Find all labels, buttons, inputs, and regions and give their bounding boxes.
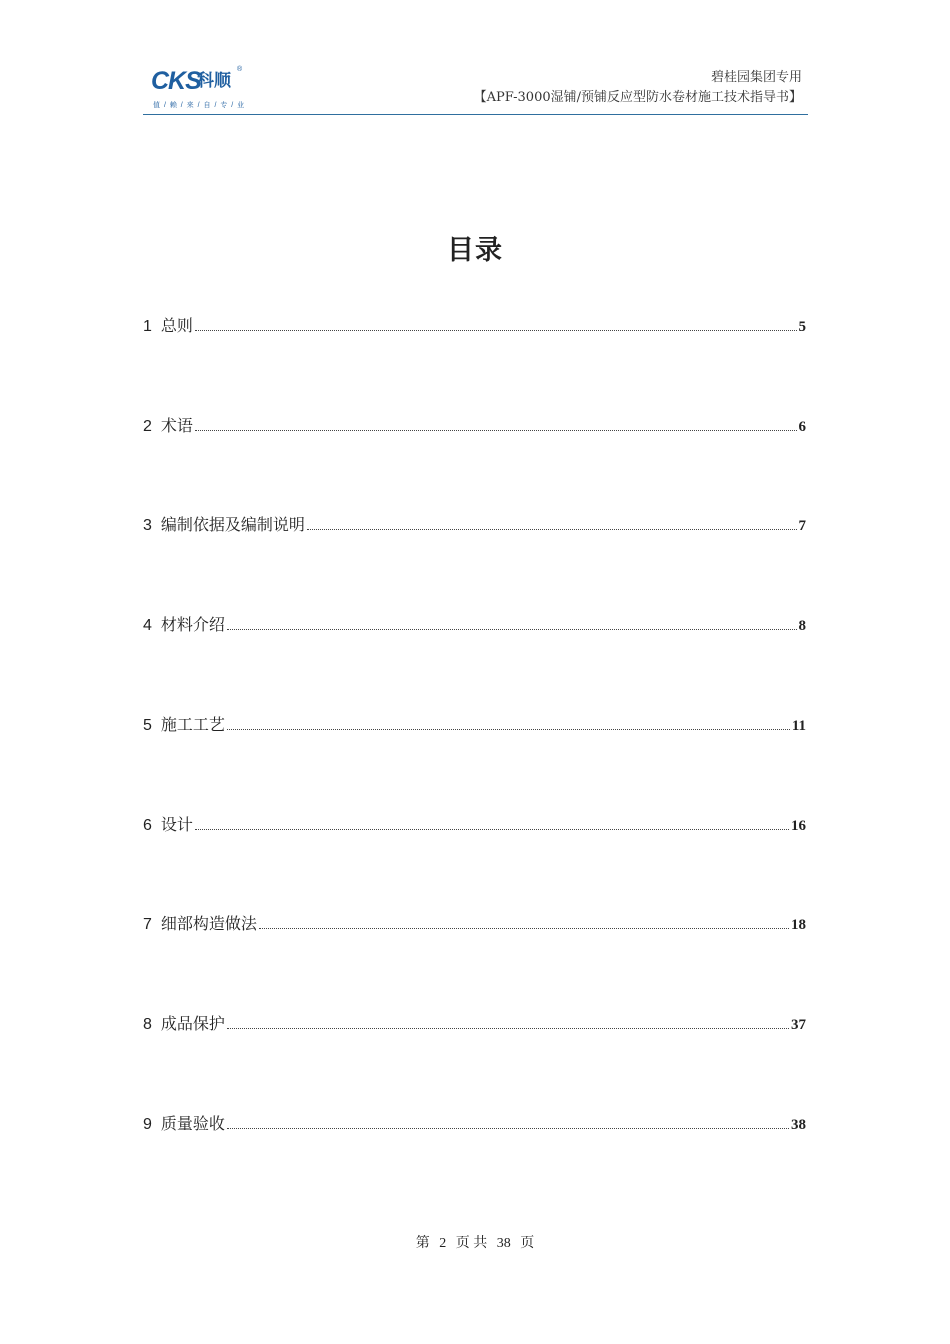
company-logo	[151, 66, 251, 112]
toc-dot-leader	[227, 629, 797, 630]
toc-entry-label: 成品保护	[160, 1014, 225, 1033]
toc-entry-page: 37	[791, 1017, 806, 1033]
toc-entry-page: 7	[798, 518, 806, 534]
toc-entry-page: 5	[798, 319, 806, 335]
toc-entry-page: 38	[791, 1117, 806, 1133]
toc-entry-page: 16	[791, 818, 806, 834]
toc-entry-label: 设计	[160, 815, 193, 834]
logo-name: 科顺	[197, 71, 231, 90]
toc-entry[interactable]	[143, 514, 806, 537]
toc-entry-number: 8	[143, 1016, 152, 1033]
header-text	[474, 68, 802, 108]
client-line: 碧桂园集团专用	[710, 70, 802, 85]
toc-entry[interactable]	[143, 1113, 806, 1136]
toc-entry-number: 9	[143, 1116, 152, 1133]
toc-entry[interactable]	[143, 315, 806, 338]
toc-entry-label: 编制依据及编制说明	[160, 515, 305, 534]
toc-entry-number: 1	[143, 318, 152, 335]
toc-dot-leader	[195, 829, 789, 830]
registered-mark: ®	[237, 66, 243, 73]
toc-entry-page: 11	[791, 718, 806, 734]
toc-entry[interactable]	[143, 814, 806, 837]
toc-entry-label: 总则	[160, 316, 193, 335]
toc-entry[interactable]	[143, 913, 806, 936]
footer-prefix: 第	[415, 1236, 430, 1251]
toc-entry-label: 施工工艺	[160, 715, 225, 734]
toc-entry-label: 材料介绍	[160, 615, 225, 634]
document-title: 【APF-3000湿铺/预铺反应型防水卷材施工技术指导书】	[473, 90, 802, 105]
toc-dot-leader	[259, 928, 789, 929]
toc-entry-label: 质量验收	[160, 1114, 225, 1133]
total-page-count: 38	[496, 1236, 511, 1251]
toc-entry-page: 18	[791, 917, 806, 933]
toc-entry-number: 7	[143, 916, 152, 933]
toc-entry-label: 术语	[160, 416, 193, 435]
toc-entry-number: 6	[143, 817, 152, 834]
footer-suffix: 页	[520, 1236, 535, 1251]
page-header	[143, 62, 808, 115]
toc-dot-leader	[195, 330, 797, 331]
toc-dot-leader	[195, 430, 797, 431]
page-footer	[0, 1232, 950, 1252]
toc-dot-leader	[227, 729, 790, 730]
toc-dot-leader	[307, 529, 797, 530]
toc-entry-page: 6	[798, 419, 806, 435]
toc-entry[interactable]	[143, 1013, 806, 1036]
toc-entry[interactable]	[143, 415, 806, 438]
logo-mark: CKS	[151, 67, 201, 95]
toc-title: 目录	[447, 235, 503, 266]
toc-entry-page: 8	[798, 618, 806, 634]
toc-entry[interactable]	[143, 614, 806, 637]
toc-entry[interactable]	[143, 714, 806, 737]
toc-dot-leader	[227, 1128, 789, 1129]
toc-entry-number: 2	[143, 418, 152, 435]
toc-dot-leader	[227, 1028, 789, 1029]
footer-middle: 页 共	[455, 1236, 488, 1251]
toc-entry-number: 3	[143, 517, 152, 534]
toc-entry-number: 5	[143, 717, 152, 734]
logo-slogan: 值 / 赖 / 来 / 自 / 专 / 业	[153, 102, 246, 109]
toc-entry-label: 细部构造做法	[160, 914, 257, 933]
current-page-number: 2	[439, 1236, 447, 1251]
toc-entry-number: 4	[143, 617, 152, 634]
